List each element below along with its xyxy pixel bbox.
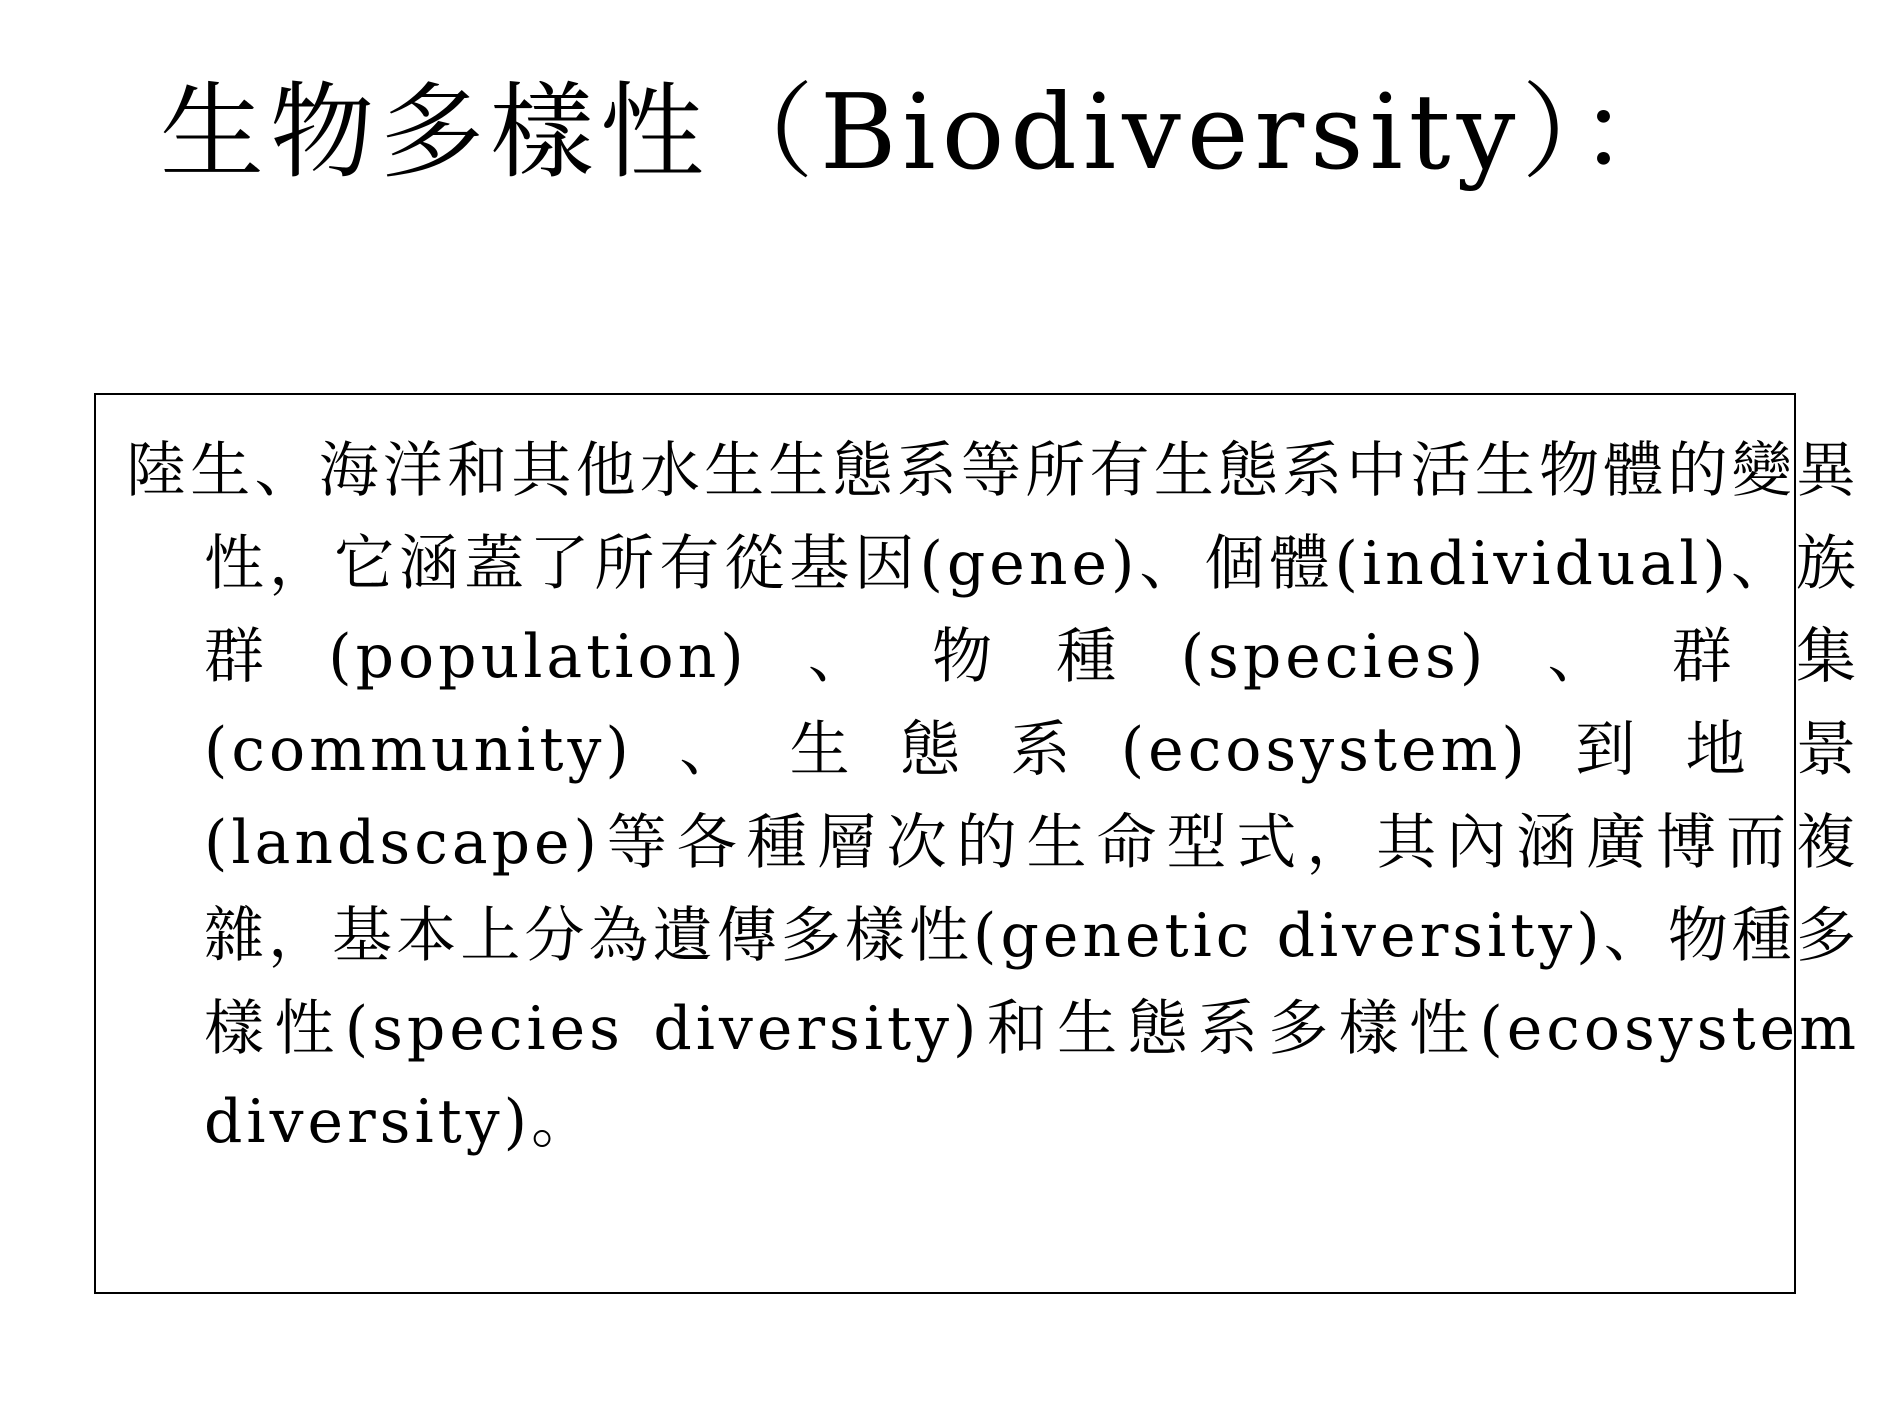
definition-text-box <box>94 393 1860 1294</box>
slide-title: 生物多樣性（Biodiversity）： <box>160 71 1690 193</box>
definition-paragraph: 陸生、海洋和其他水生生態系等所有生態系中活生物體的變異性，它涵蓋了所有從基因(gene)、個體(individual)、族群(population)、物種(species)、群集(community)、生態系(ecosystem)到地景(landscape)等各種層次的生命型式，其內涵廣博而複雜，基本上分為遺傳多樣性(genetic diversity)、物種多樣性(species diversity)和生態系多樣性(ecosystem diversity)。 <box>126 436 1860 1157</box>
